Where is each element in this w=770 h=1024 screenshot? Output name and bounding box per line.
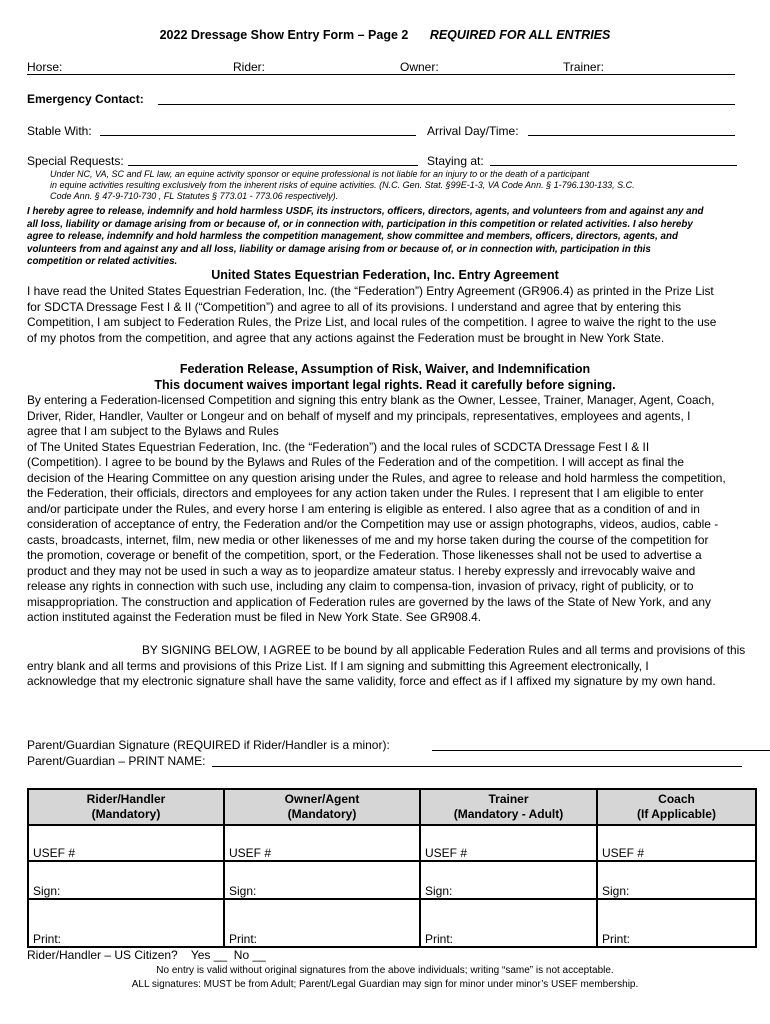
signing-line: acknowledge that my electronic signature shall have the same validity, force and effect as if I affixed my signature by my own hand. <box>27 674 716 688</box>
print-row <box>28 899 756 947</box>
trainer-sign-cell[interactable]: Sign: <box>420 861 597 899</box>
form-title-row <box>0 28 770 42</box>
owner-label: Owner: <box>400 60 439 74</box>
entry-agreement-text <box>27 284 770 346</box>
column-note: (Mandatory - Adult) <box>453 807 564 821</box>
release-line: all loss, liability or damage arising from or because of, or in connection with, participation in this competition or related activities. I also hereby <box>27 218 693 230</box>
signature-table <box>27 788 757 948</box>
signing-line: BY SIGNING BELOW, I AGREE to be bound by all applicable Federation Rules and all terms and provisions of this <box>142 643 746 657</box>
emergency-contact-row <box>27 92 144 106</box>
release-line: volunteers from and against any and all loss, liability or damage arising from or because of, or in connection with, participation in this <box>27 243 651 255</box>
trainer-usef-cell[interactable]: USEF # <box>420 825 597 861</box>
release-text-line: misappropriation. The construction and application of Federation rules are governed by the laws of the State of New York, and any <box>27 594 711 609</box>
usef-row <box>28 825 756 861</box>
release-text-line: decision of the Hearing Committee on any question arising under the Rules, and agree to release and hold harmless the competition, <box>27 470 726 485</box>
release-line: competition or related activities. <box>27 256 178 267</box>
release-text-line: action instituted against the Federation must be filed in New York State. See GR908.4. <box>27 610 482 624</box>
notice-line: Code Ann. § 47-9-710-730 , FL Statutes § 773.01 - 773.06 respectively). <box>50 191 339 201</box>
owner-print-cell[interactable]: Print: <box>224 899 420 947</box>
footer-note-1: No entry is valid without original signatures from the above individuals; writing “same” is not acceptable. <box>156 965 614 976</box>
column-note: (Mandatory) <box>91 807 161 821</box>
release-text-line: and/or participate under the Rules, and every horse I am entering is eligible as entered. I also agree that as a condition of and in <box>27 501 700 516</box>
release-text-line: agree that I am subject to the Bylaws and Rules <box>27 424 279 438</box>
coach-usef-cell[interactable]: USEF # <box>597 825 756 861</box>
agreement-line: I have read the United States Equestrian Federation, Inc. (the “Federation”) Entry Agreement (GR906.4) as printed in the Prize List <box>27 284 714 298</box>
footer-note-2: ALL signatures: MUST be from Adult; Parent/Legal Guardian may sign for minor under minor’s USEF membership. <box>131 979 639 990</box>
emergency-contact-field[interactable] <box>158 104 735 105</box>
sign-row <box>28 861 756 899</box>
stable-with-label: Stable With: <box>27 124 92 138</box>
coach-print-cell[interactable]: Print: <box>597 899 756 947</box>
arrival-field[interactable] <box>528 135 735 136</box>
table-header-row <box>28 789 756 825</box>
horse-rider-owner-trainer-line <box>27 60 735 75</box>
stable-with-field[interactable] <box>100 135 416 136</box>
agreement-line: Competition, I am subject to Federation Rules, the Prize List, and local rules of the competition. I agree to waive the right to the use <box>27 315 717 329</box>
release-text-line: (Competition). I agree to be bound by the Bylaws and Rules of the Federation and of the competition. I will accept as final the <box>27 455 685 469</box>
trainer-label: Trainer: <box>563 60 604 74</box>
equine-liability-notice <box>50 169 750 202</box>
special-requests-label: Special Requests: <box>27 154 124 168</box>
release-text-line: By entering a Federation-licensed Competition and signing this entry blank as the Owner, Lessee, Trainer, Manager, Agent, Coach, <box>27 393 715 407</box>
guardian-print-name-field[interactable] <box>212 766 742 767</box>
column-note: (Mandatory) <box>287 807 357 821</box>
usdf-release-paragraph <box>27 206 770 269</box>
release-line: agree to release, indemnify and hold harmless the competition management, show committee and members, officers, directors, agents, and <box>27 231 678 242</box>
column-header-owner <box>224 789 420 825</box>
rider-sign-cell[interactable]: Sign: <box>28 861 224 899</box>
column-name: Coach <box>658 792 695 806</box>
column-header-trainer <box>420 789 597 825</box>
horse-label: Horse: <box>27 60 63 74</box>
coach-sign-cell[interactable]: Sign: <box>597 861 756 899</box>
release-text-line: release any rights in connection with such use, including any claim to compensa-tion, invasion of privacy, right of publicity, or to <box>27 579 694 593</box>
trainer-print-cell[interactable]: Print: <box>420 899 597 947</box>
federation-release-text <box>27 393 770 626</box>
staying-at-label: Staying at: <box>427 154 484 168</box>
column-name: Owner/Agent <box>284 792 360 806</box>
release-text-line: product and they may not be used in such a way as to jeopardize amateur status. I hereby expressly and irrevocably waive and <box>27 563 696 578</box>
release-text-line: of The United States Equestrian Federation, Inc. (the “Federation”) and the local rules of SCDCTA Dressage Fest I & II <box>27 439 650 454</box>
owner-usef-cell[interactable]: USEF # <box>224 825 420 861</box>
column-header-rider <box>28 789 224 825</box>
notice-line: in equine activities resulting exclusively from the inherent risks of equine activities. (N.C. Gen. Stat. §99E-1-3, VA Code Ann. § 1-796.130-133, S.C. <box>50 180 635 190</box>
release-text-line: the promotion, coverage or benefit of the competition, sport, or the Federation. Those likenesses shall not be used to advertise a <box>27 548 702 562</box>
release-text-line: Driver, Rider, Handler, Vaulter or Longeur and on behalf of myself and my principals, representatives, employees and agents, I <box>27 408 691 423</box>
staying-at-field[interactable] <box>490 165 737 166</box>
rider-label: Rider: <box>233 60 266 74</box>
guardian-signature-label: Parent/Guardian Signature (REQUIRED if Rider/Handler is a minor): <box>27 738 390 752</box>
notice-line: Under NC, VA, SC and FL law, an equine activity sponsor or equine professional is not liable for an injury to or the death of a participant <box>50 169 590 179</box>
required-note: REQUIRED FOR ALL ENTRIES <box>429 28 611 42</box>
signing-line: entry blank and all terms and provisions of this Prize List. If I am signing and submitting this Agreement electronically, I <box>27 658 649 673</box>
entry-agreement-heading: United States Equestrian Federation, Inc. Entry Agreement <box>211 268 559 282</box>
rider-usef-cell[interactable]: USEF # <box>28 825 224 861</box>
agreement-line: for SDCTA Dressage Fest I & II (“Competition”) and agree to all of its provisions. I understand and agree that by entering this <box>27 299 682 314</box>
guardian-signature-field[interactable] <box>432 750 770 751</box>
federation-release-subheading: This document waives important legal rights. Read it carefully before signing. <box>154 378 616 392</box>
owner-sign-cell[interactable]: Sign: <box>224 861 420 899</box>
agreement-line: of my photos from the competition, and agree that any actions against the Federation must be brought in New York State. <box>27 330 665 345</box>
release-text-line: casts, broadcasts, internet, film, new media or other likenesses of me and my horse taken during the course of the competition for <box>27 532 709 547</box>
release-line: I hereby agree to release, indemnify and hold harmless USDF, its instructors, officers, directors, agents, and volunteers from and against any and <box>27 206 704 217</box>
special-requests-field[interactable] <box>128 165 418 166</box>
us-citizen-question: Rider/Handler – US Citizen? Yes __ No __ <box>27 948 266 962</box>
form-title: 2022 Dressage Show Entry Form – Page 2 <box>159 28 409 42</box>
emergency-contact-label: Emergency Contact: <box>27 92 144 106</box>
column-name: Trainer <box>488 792 529 806</box>
guardian-print-name-label: Parent/Guardian – PRINT NAME: <box>27 754 206 768</box>
release-text-line: the Federation, their officials, directors and employees for any action taken under the Rules. I represent that I am eligible to enter <box>27 486 704 500</box>
column-name: Rider/Handler <box>86 792 166 806</box>
rider-print-cell[interactable]: Print: <box>28 899 224 947</box>
column-note: (If Applicable) <box>637 807 716 821</box>
signing-statement <box>27 643 770 690</box>
release-text-line: consideration of acceptance of entry, the Federation and/or the Competition may use or assign photographs, videos, audios, cable - <box>27 517 719 531</box>
column-header-coach <box>597 789 756 825</box>
arrival-label: Arrival Day/Time: <box>427 124 519 138</box>
federation-release-heading: Federation Release, Assumption of Risk, Waiver, and Indemnification <box>179 362 591 376</box>
